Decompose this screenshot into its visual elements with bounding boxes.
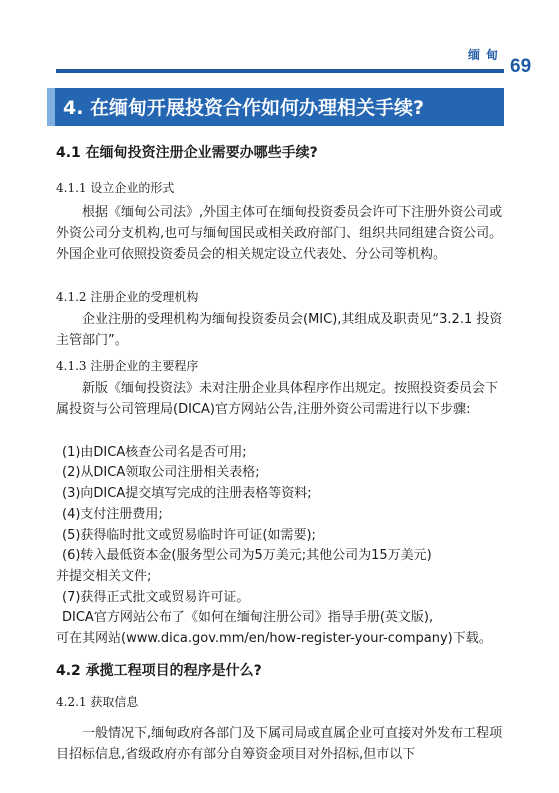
page-number: 69 <box>510 56 532 77</box>
header-rule <box>56 69 504 73</box>
subsection-4-2-1-title: 4.2.1 获取信息 <box>56 695 139 709</box>
step-item: (1)由DICA核查公司名是否可用; <box>62 445 247 460</box>
chapter-title: 4. 在缅甸开展投资合作如何办理相关手续? <box>63 97 425 119</box>
section-4-2-title: 4.2 承揽工程项目的程序是什么? <box>56 663 262 679</box>
subsection-4-1-1-title: 4.1.1 设立企业的形式 <box>56 181 175 195</box>
dica-link-text: 可在其网站(www.dica.gov.mm/en/how-register-your-company)下载。 <box>56 631 492 646</box>
section-4-1-title: 4.1 在缅甸投资注册企业需要办哪些手续? <box>56 145 318 161</box>
subsection-4-1-1-text: 根据《缅甸公司法》,外国主体可在缅甸投资委员会许可下注册外资公司或外资公司分支机构,也可与缅甸国民或相关政府部门、组织共同组建合资公司。外国企业可依照投资委员会的相关规定设立代表处、分公司等机构。 <box>56 205 503 262</box>
subsection-4-1-3-intro: 新版《缅甸投资法》未对注册企业具体程序作出规定。按照投资委员会下属投资与公司管理局(DICA)官方网站公告,注册外资公司需进行以下步骤: <box>56 381 499 417</box>
step-item: (3)向DICA提交填写完成的注册表格等资料; <box>62 486 312 501</box>
step-item: (5)获得临时批文或贸易临时许可证(如需要); <box>62 528 316 543</box>
step-item: (7)获得正式批文或贸易许可证。 <box>62 590 250 605</box>
header-country: 缅甸 <box>468 48 505 62</box>
dica-note: DICA官方网站公布了《如何在缅甸注册公司》指导手册(英文版), <box>62 610 434 625</box>
step-item: (4)支付注册费用; <box>62 507 163 522</box>
subsection-4-2-1-text: 一般情况下,缅甸政府各部门及下属司局或直属企业可直接对外发布工程项目招标信息,省级政府亦有部分自筹资金项目对外招标,但市以下 <box>56 726 503 762</box>
subsection-4-1-3-title: 4.1.3 注册企业的主要程序 <box>56 359 199 373</box>
subsection-4-1-2-title: 4.1.2 注册企业的受理机构 <box>56 290 199 304</box>
subsection-4-1-2-text: 企业注册的受理机构为缅甸投资委员会(MIC),其组成及职责见“3.2.1 投资主管部门”。 <box>56 312 503 348</box>
chapter-banner <box>47 88 504 126</box>
step-item: (2)从DICA领取公司注册相关表格; <box>62 465 260 480</box>
step-continuation: 并提交相关文件; <box>56 569 152 584</box>
step-item: (6)转入最低资本金(服务型公司为5万美元;其他公司为15万美元) <box>62 548 432 563</box>
